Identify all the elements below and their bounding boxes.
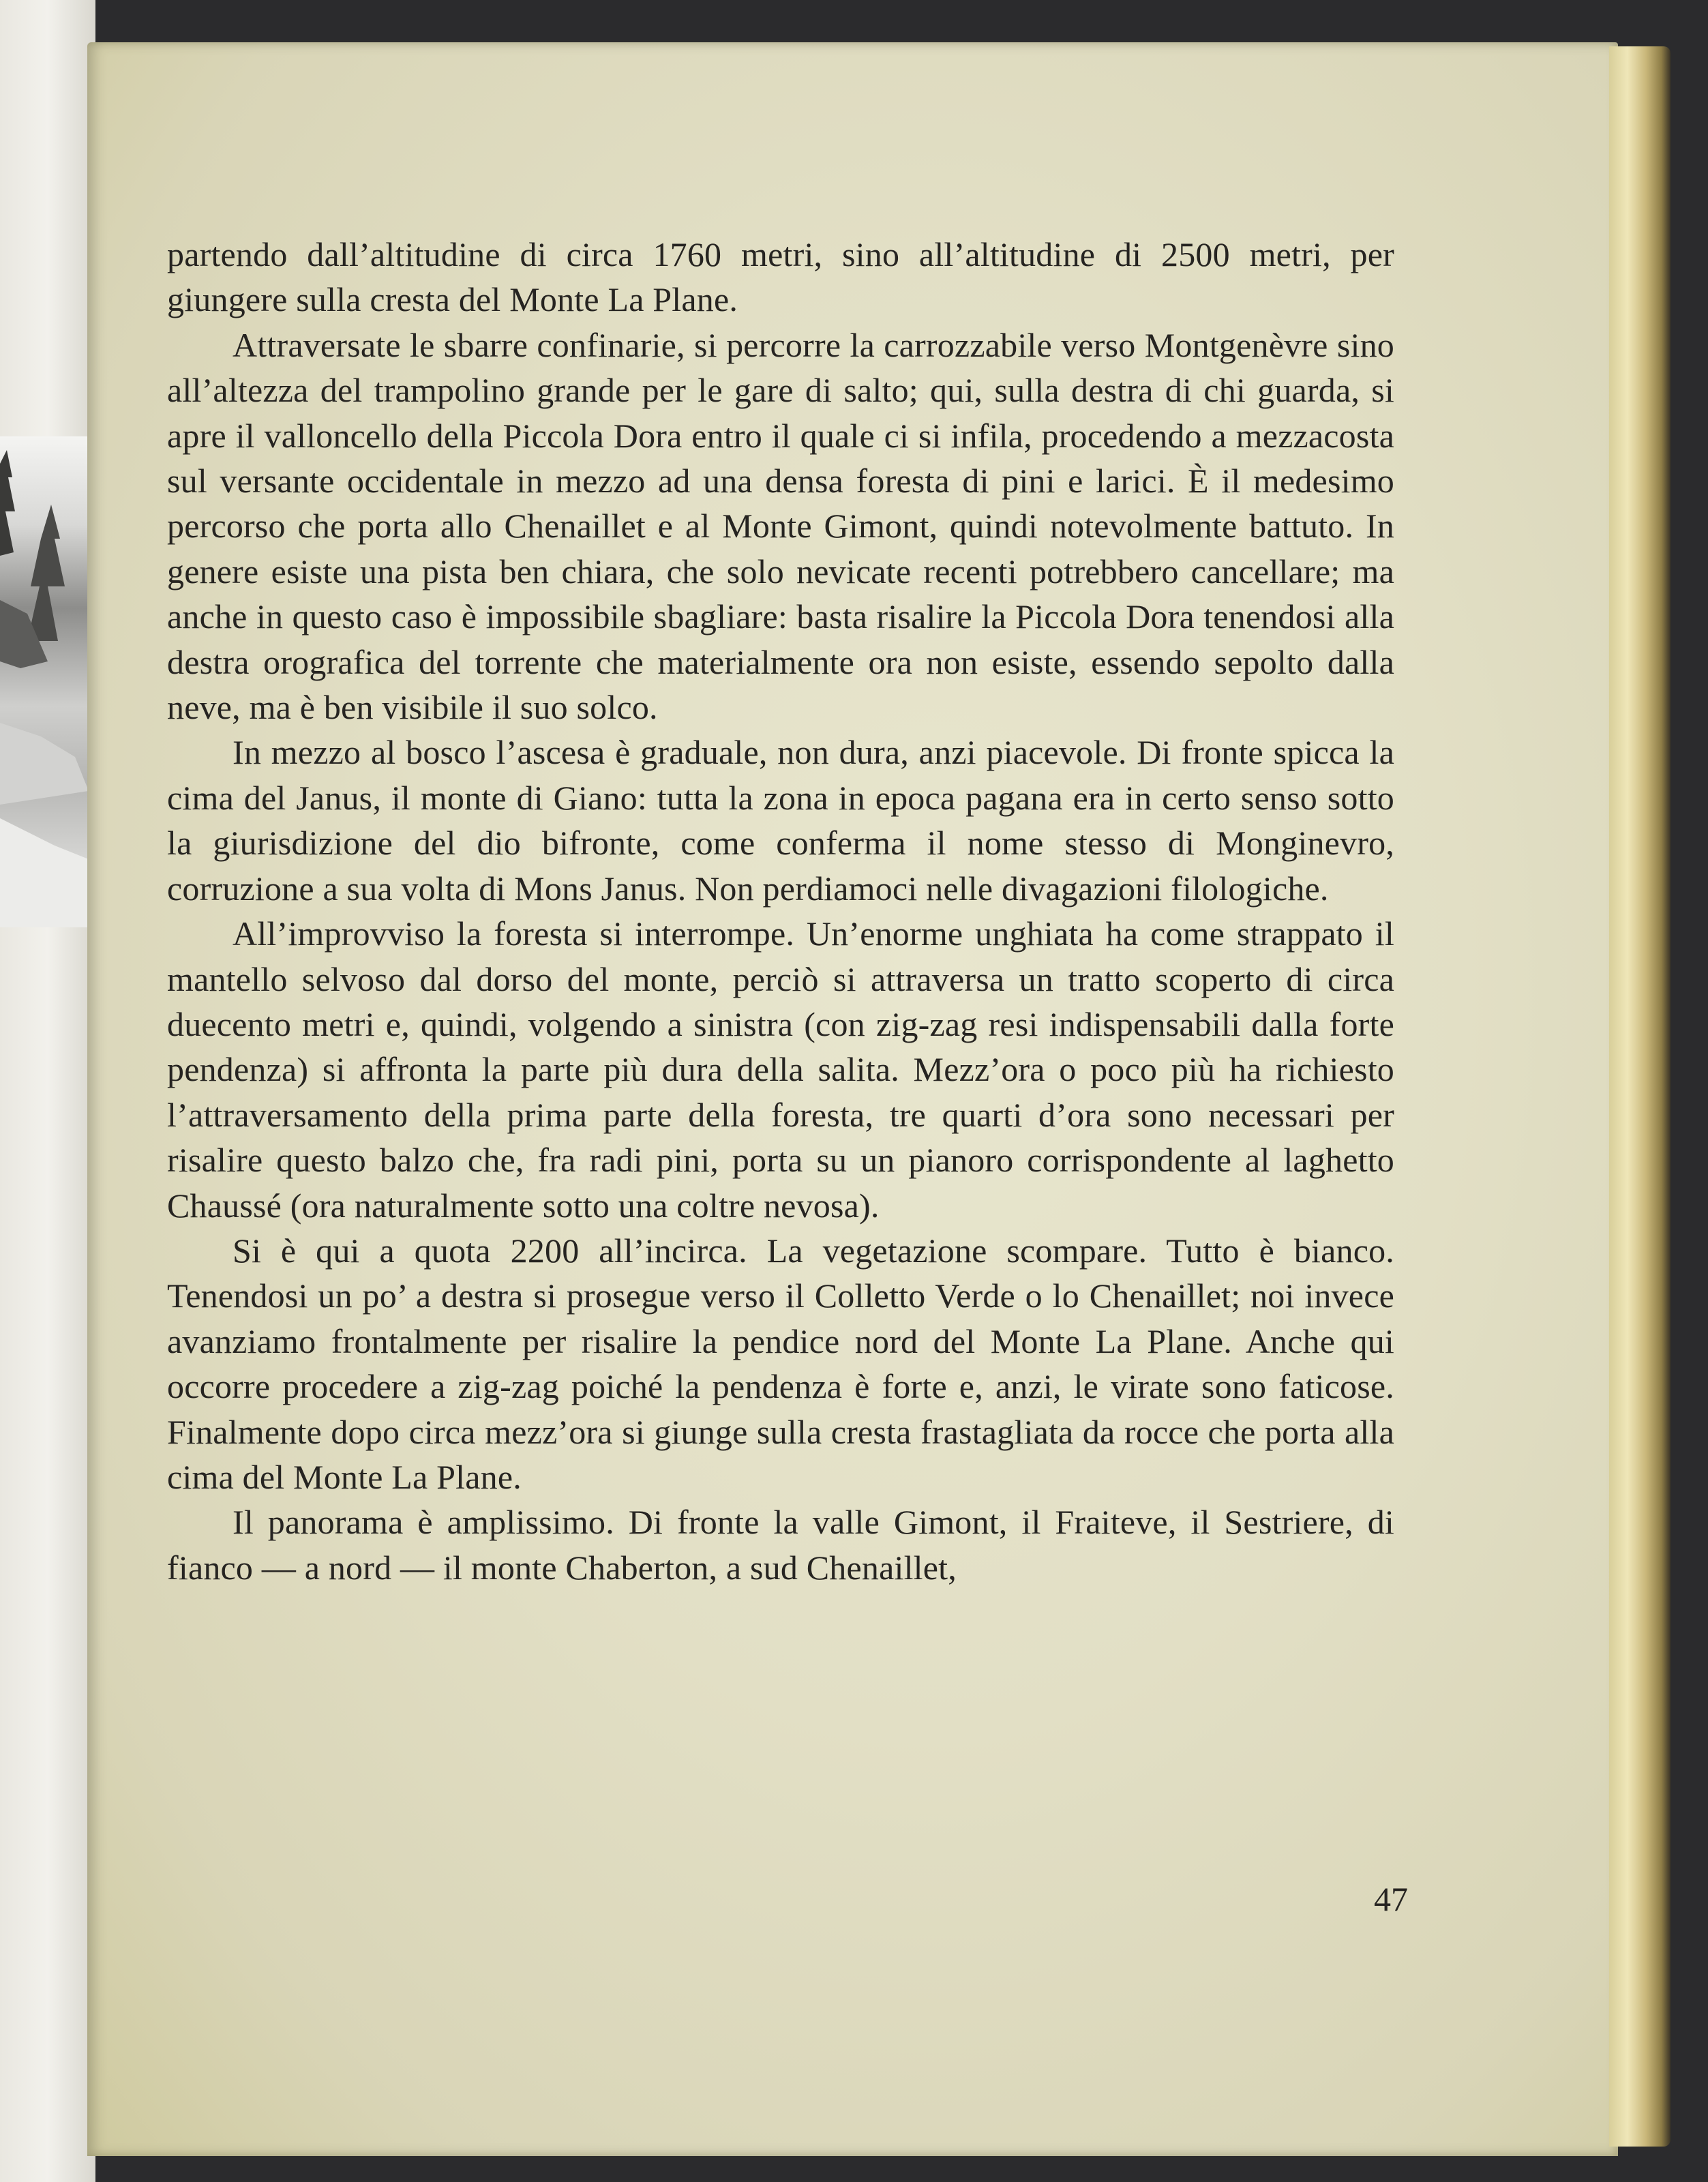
paragraph: Attraversate le sbarre confinarie, si percorre la carrozzabile verso Montgenèvre sino all’altezza del trampolino grande per le gare di salto; qui, sulla destra di chi guarda, si apre il valloncello della Piccola Dora entro il quale ci si infila, procedendo a mezzacosta sul versante occidentale in mezzo ad una densa foresta di pini e larici. È il medesimo percorso che porta allo Chenaillet e al Monte Gimont, quindi notevolmente battuto. In genere esiste una pista ben chiara, che solo nevicate recenti potrebbero cancellare; ma anche in questo caso è impossibile sbagliare: basta risalire la Piccola Dora tenendosi alla destra orografica del torrente che materialmente ora non esiste, essendo sepolto dalla neve, ma è ben visibile il suo solco. bbox=[167, 325, 1394, 727]
page-number: 47 bbox=[1374, 1880, 1408, 1918]
page-stack-edge bbox=[1609, 46, 1670, 2147]
paragraph: Si è qui a quota 2200 all’incirca. La vegetazione scompare. Tutto è bianco. Tenendosi un po’ a destra si prosegue verso il Colletto Verde o lo Chenaillet; noi invece avanziamo frontalmente per risalire la pendice nord del Monte La Plane. Anche qui occorre procedere a zig-zag poiché la pendenza è forte e, anzi, le virate sono faticose. Finalmente dopo circa mezz’ora si giunge sulla cresta frastagliata da rocce che porta alla cima del Monte La Plane. bbox=[167, 1231, 1394, 1496]
tree-silhouette-graphic bbox=[0, 436, 89, 927]
body-text bbox=[167, 232, 1394, 1590]
paragraph: In mezzo al bosco l’ascesa è graduale, non dura, anzi piacevole. Di fronte spicca la cima del Janus, il monte di Giano: tutta la zona in epoca pagana era in certo senso sotto la giurisdizione del dio bifronte, come conferma il nome stesso di Monginevro, corruzione a sua volta di Mons Janus. Non perdiamoci nelle divagazioni filologiche. bbox=[167, 733, 1394, 908]
paragraph: partendo dall’altitudine di circa 1760 metri, sino all’altitudine di 2500 metri, per giungere sulla cresta del Monte La Plane. bbox=[167, 235, 1394, 319]
snow-forest-photo-fragment bbox=[0, 436, 89, 927]
paragraph: All’improvviso la foresta si interrompe. Un’enorme unghiata ha come strappato il mantello selvoso dal dorso del monte, perciò si attraversa un tratto scoperto di circa duecento metri e, quindi, volgendo a sinistra (con zig-zag resi indispensabili dalla forte pendenza) si affronta la parte più dura della salita. Mezz’ora o poco più ha richiesto l’attraversamento della prima parte della foresta, tre quarti d’ora sono necessari per risalire questo balzo che, fra radi pini, porta su un pianoro corrispondente al laghetto Chaussé (ora naturalmente sotto una coltre nevosa). bbox=[167, 914, 1394, 1225]
paragraph: Il panorama è amplissimo. Di fronte la valle Gimont, il Fraiteve, il Sestriere, di fianco — a nord — il monte Chaberton, a sud Chenaillet, bbox=[167, 1503, 1394, 1587]
left-facing-page bbox=[0, 0, 95, 2182]
